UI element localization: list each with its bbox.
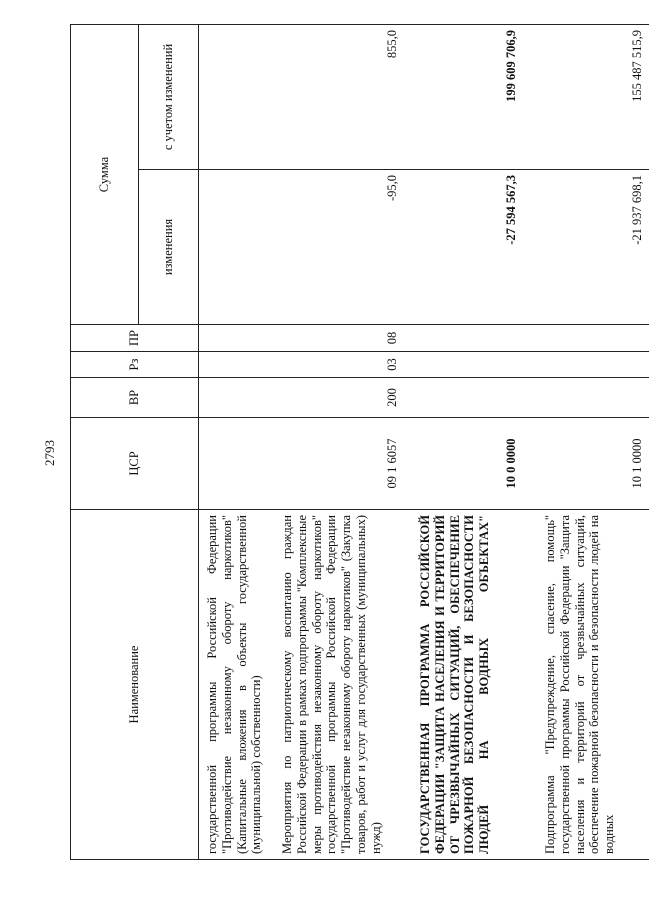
row-csr: 09 1 6057 — [274, 418, 412, 510]
row-vr: 200 — [274, 378, 412, 418]
header-rz: Рз — [71, 352, 199, 378]
row-pr: 08 — [274, 325, 412, 352]
rotated-table-container — [70, 25, 645, 860]
row-csr — [199, 418, 275, 510]
row-change — [199, 170, 275, 325]
row-pr — [412, 325, 537, 352]
row-csr: 10 0 0000 — [412, 418, 537, 510]
row-rz — [537, 352, 649, 378]
row-name: Подпрограмма "Предупреждение, спасение, помощь" государственной программы Российской Федерации "Защита населения и территорий от чрезвычайных ситуаций, обеспечение пожарной безопасности и безопасности людей на водных — [537, 510, 649, 860]
header-csr: ЦСР — [71, 418, 199, 510]
row-change: -21 937 698,1 — [537, 170, 649, 325]
header-change: изменения — [139, 170, 199, 325]
row-pr — [199, 325, 275, 352]
row-name: Мероприятия по патриотическому воспитанию граждан Российской Федерации в рамках подпрограммы "Комплексные меры противодействия незаконному обороту наркотиков" государственной программы Российской Федерации "Противодействие незаконному обороту наркотиков" (Закупка товаров, работ и услуг для государственных (муниципальных) нужд) — [274, 510, 412, 860]
row-change: -95,0 — [274, 170, 412, 325]
row-csr: 10 1 0000 — [537, 418, 649, 510]
header-sum: Сумма — [71, 25, 139, 325]
table-row — [412, 25, 537, 860]
table-row — [199, 25, 275, 860]
header-pr: ПР — [71, 325, 199, 352]
row-change: -27 594 567,3 — [412, 170, 537, 325]
table-row — [537, 25, 649, 860]
header-vr: ВР — [71, 378, 199, 418]
row-vr — [537, 378, 649, 418]
row-rz — [412, 352, 537, 378]
row-rz — [199, 352, 275, 378]
row-with-change: 199 609 706,9 — [412, 25, 537, 170]
row-name: государственной программы Российской Федерации "Противодействие незаконному обороту наркотиков" (Капитальные вложения в объекты государственной (муниципальной) собственности) — [199, 510, 275, 860]
header-with-change: с учетом изменений — [139, 25, 199, 170]
table-row — [274, 25, 412, 860]
row-name: ГОСУДАРСТВЕННАЯ ПРОГРАММА РОССИЙСКОЙ ФЕДЕРАЦИИ "ЗАЩИТА НАСЕЛЕНИЯ И ТЕРРИТОРИЙ ОТ ЧРЕЗВЫЧАЙНЫХ СИТУАЦИЙ, ОБЕСПЕЧЕНИЕ ПОЖАРНОЙ БЕЗОПАСНОСТИ И БЕЗОПАСНОСТИ ЛЮДЕЙ НА ВОДНЫХ ОБЪЕКТАХ" — [412, 510, 537, 860]
header-name: Наименование — [71, 510, 199, 860]
budget-table — [70, 24, 649, 860]
row-vr — [412, 378, 537, 418]
page-number-text: 2793 — [42, 440, 57, 466]
row-vr — [199, 378, 275, 418]
row-rz: 03 — [274, 352, 412, 378]
row-pr — [537, 325, 649, 352]
row-with-change: 855,0 — [274, 25, 412, 170]
row-with-change — [199, 25, 275, 170]
row-with-change: 155 487 515,9 — [537, 25, 649, 170]
page-number — [40, 428, 60, 478]
